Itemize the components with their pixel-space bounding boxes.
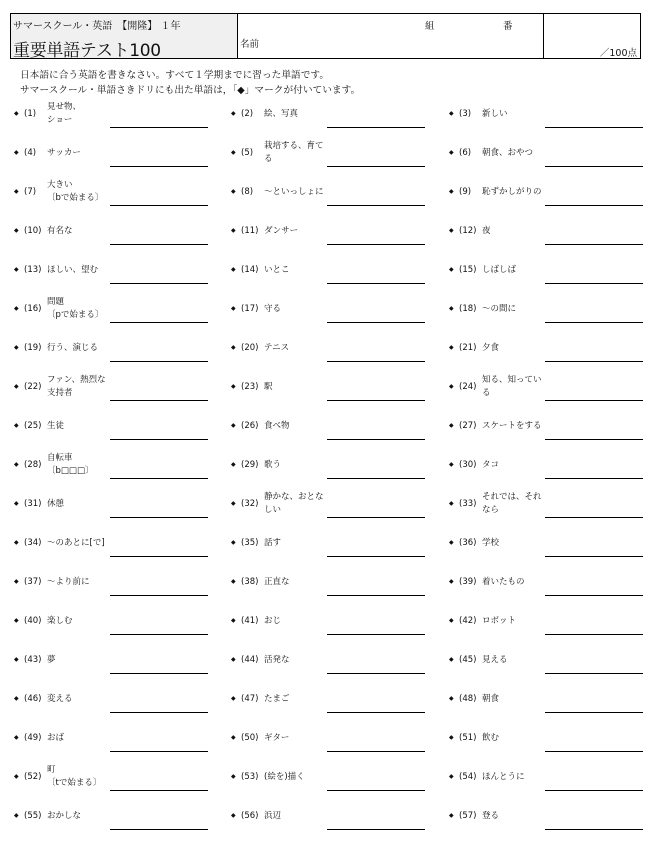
diamond-marker-icon: ◆ <box>231 539 236 546</box>
japanese-word: 見える <box>482 654 508 665</box>
question-item <box>449 568 650 607</box>
question-number: (44) <box>241 655 259 665</box>
question-number: (31) <box>24 499 42 509</box>
question-item <box>231 490 449 529</box>
diamond-marker-icon: ◆ <box>14 227 19 234</box>
japanese-word: おかしな <box>47 810 82 821</box>
japanese-word: 行う、演じる <box>47 342 99 353</box>
japanese-word: 絵、写真 <box>264 108 299 119</box>
question-item <box>14 178 231 217</box>
answer-line[interactable] <box>327 166 425 167</box>
question-item <box>14 724 231 763</box>
question-number: (14) <box>241 265 259 275</box>
japanese-word: ファン、熱烈な 支持者 <box>47 375 106 398</box>
japanese-word: 知る、知ってい る <box>482 375 542 398</box>
diamond-marker-icon: ◆ <box>231 188 236 195</box>
diamond-marker-icon: ◆ <box>231 305 236 312</box>
question-number: (32) <box>241 499 259 509</box>
japanese-word: 夜 <box>482 225 491 236</box>
japanese-word: 朝食、おやつ <box>482 147 534 158</box>
answer-line[interactable] <box>545 127 643 128</box>
answer-line[interactable] <box>327 595 425 596</box>
question-item <box>449 607 650 646</box>
answer-line[interactable] <box>110 439 208 440</box>
answer-line[interactable] <box>327 205 425 206</box>
question-number: (41) <box>241 616 259 626</box>
answer-line[interactable] <box>327 517 425 518</box>
question-number: (19) <box>24 343 42 353</box>
question-item <box>14 451 231 490</box>
answer-line[interactable] <box>545 205 643 206</box>
question-item <box>449 412 650 451</box>
japanese-word: しばしば <box>482 264 517 275</box>
question-number: (52) <box>24 772 42 782</box>
japanese-word: 夕食 <box>482 342 500 353</box>
diamond-marker-icon: ◆ <box>14 149 19 156</box>
japanese-word: いとこ <box>264 264 290 275</box>
diamond-marker-icon: ◆ <box>231 149 236 156</box>
question-number: (39) <box>459 577 477 587</box>
answer-line[interactable] <box>545 673 643 674</box>
diamond-marker-icon: ◆ <box>231 812 236 819</box>
answer-line[interactable] <box>327 283 425 284</box>
question-number: (20) <box>241 343 259 353</box>
diamond-marker-icon: ◆ <box>449 500 454 507</box>
question-number: (34) <box>24 538 42 548</box>
question-number: (12) <box>459 226 477 236</box>
japanese-word: 新しい <box>482 108 508 119</box>
diamond-marker-icon: ◆ <box>231 773 236 780</box>
class-label: 組 <box>425 21 435 32</box>
question-number: (47) <box>241 694 259 704</box>
diamond-marker-icon: ◆ <box>449 773 454 780</box>
question-item <box>449 256 650 295</box>
answer-line[interactable] <box>545 361 643 362</box>
question-item <box>231 139 449 178</box>
japanese-word: 休憩 <box>47 498 65 509</box>
diamond-marker-icon: ◆ <box>449 344 454 351</box>
answer-line[interactable] <box>545 829 643 830</box>
question-item <box>449 139 650 178</box>
japanese-word: 活発な <box>264 654 290 665</box>
answer-line[interactable] <box>327 478 425 479</box>
question-item <box>231 529 449 568</box>
answer-line[interactable] <box>327 712 425 713</box>
test-subtitle: サマースクール・英語 【開隆】 １年 <box>13 21 181 32</box>
instruction-line-2: サマースクール・単語さきドリにも出た単語は，「◆」マークが付いています。 <box>20 85 361 96</box>
japanese-word: 有名な <box>47 225 73 236</box>
question-number: (27) <box>459 421 477 431</box>
diamond-marker-icon: ◆ <box>231 695 236 702</box>
question-number: (25) <box>24 421 42 431</box>
question-item <box>231 607 449 646</box>
question-number: (45) <box>459 655 477 665</box>
japanese-word: ほんとうに <box>482 771 525 782</box>
japanese-word: 生徒 <box>47 420 65 431</box>
japanese-word: 恥ずかしがりの <box>482 186 542 197</box>
question-item <box>231 334 449 373</box>
question-item <box>231 685 449 724</box>
question-number: (17) <box>241 304 259 314</box>
diamond-marker-icon: ◆ <box>14 734 19 741</box>
question-number: (40) <box>24 616 42 626</box>
diamond-marker-icon: ◆ <box>449 461 454 468</box>
japanese-word: 守る <box>264 303 282 314</box>
japanese-word: 食べ物 <box>264 420 290 431</box>
diamond-marker-icon: ◆ <box>14 773 19 780</box>
japanese-word: 見せ物、 ショー <box>47 102 82 125</box>
question-item <box>14 529 231 568</box>
diamond-marker-icon: ◆ <box>231 227 236 234</box>
diamond-marker-icon: ◆ <box>14 188 19 195</box>
question-number: (26) <box>241 421 259 431</box>
question-number: (9) <box>459 187 472 197</box>
question-item <box>231 568 449 607</box>
question-item <box>14 217 231 256</box>
instruction-line-1: 日本語に合う英語を書きなさい。すべて１学期までに習った単語です。 <box>20 70 330 81</box>
question-item <box>14 568 231 607</box>
question-item <box>449 685 650 724</box>
diamond-marker-icon: ◆ <box>449 266 454 273</box>
question-item <box>231 373 449 412</box>
question-number: (57) <box>459 811 477 821</box>
japanese-word: たまご <box>264 693 290 704</box>
question-number: (8) <box>241 187 254 197</box>
japanese-word: スケートをする <box>482 420 542 431</box>
question-item <box>14 763 231 802</box>
question-item <box>14 802 231 841</box>
question-number: (24) <box>459 382 477 392</box>
answer-line[interactable] <box>545 400 643 401</box>
answer-line[interactable] <box>545 751 643 752</box>
question-item <box>231 724 449 763</box>
diamond-marker-icon: ◆ <box>14 656 19 663</box>
diamond-marker-icon: ◆ <box>449 656 454 663</box>
question-item <box>231 178 449 217</box>
answer-line[interactable] <box>545 712 643 713</box>
answer-line[interactable] <box>545 322 643 323</box>
question-item <box>14 373 231 412</box>
question-item <box>231 451 449 490</box>
answer-line[interactable] <box>327 556 425 557</box>
diamond-marker-icon: ◆ <box>14 110 19 117</box>
question-item <box>231 646 449 685</box>
diamond-marker-icon: ◆ <box>14 383 19 390</box>
question-number: (33) <box>459 499 477 509</box>
answer-line[interactable] <box>110 205 208 206</box>
question-number: (22) <box>24 382 42 392</box>
question-number: (11) <box>241 226 259 236</box>
answer-line[interactable] <box>110 400 208 401</box>
question-item <box>449 100 650 139</box>
question-item <box>449 295 650 334</box>
japanese-word: テニス <box>264 342 290 353</box>
question-number: (30) <box>459 460 477 470</box>
question-number: (7) <box>24 187 37 197</box>
japanese-word: 話す <box>264 537 282 548</box>
question-number: (50) <box>241 733 259 743</box>
question-item <box>449 724 650 763</box>
answer-line[interactable] <box>110 244 208 245</box>
answer-line[interactable] <box>327 400 425 401</box>
question-item <box>231 100 449 139</box>
question-item <box>14 490 231 529</box>
question-item <box>449 451 650 490</box>
diamond-marker-icon: ◆ <box>449 383 454 390</box>
answer-line[interactable] <box>110 166 208 167</box>
diamond-marker-icon: ◆ <box>14 500 19 507</box>
answer-line[interactable] <box>327 361 425 362</box>
question-item <box>449 802 650 841</box>
japanese-word: ～といっしょに <box>264 186 324 197</box>
question-number: (3) <box>459 109 472 119</box>
question-item <box>14 295 231 334</box>
diamond-marker-icon: ◆ <box>449 617 454 624</box>
question-number: (29) <box>241 460 259 470</box>
diamond-marker-icon: ◆ <box>231 656 236 663</box>
question-item <box>14 256 231 295</box>
question-number: (10) <box>24 226 42 236</box>
answer-line[interactable] <box>327 673 425 674</box>
answer-line[interactable] <box>327 829 425 830</box>
question-item <box>231 412 449 451</box>
japanese-word: ロボット <box>482 615 517 626</box>
answer-line[interactable] <box>545 166 643 167</box>
question-item <box>231 763 449 802</box>
diamond-marker-icon: ◆ <box>14 305 19 312</box>
question-item <box>449 763 650 802</box>
japanese-word: おじ <box>264 615 282 626</box>
diamond-marker-icon: ◆ <box>231 500 236 507</box>
answer-line[interactable] <box>110 712 208 713</box>
question-number: (6) <box>459 148 472 158</box>
japanese-word: 登る <box>482 810 500 821</box>
japanese-word: 静かな、おとな しい <box>264 492 324 515</box>
japanese-word: 飲む <box>482 732 500 743</box>
japanese-word: 学校 <box>482 537 500 548</box>
question-number: (35) <box>241 538 259 548</box>
question-item <box>14 412 231 451</box>
answer-line[interactable] <box>545 517 643 518</box>
question-item <box>449 217 650 256</box>
answer-line[interactable] <box>110 790 208 791</box>
japanese-word: タコ <box>482 459 500 470</box>
question-item <box>449 373 650 412</box>
diamond-marker-icon: ◆ <box>449 422 454 429</box>
question-item <box>449 178 650 217</box>
question-number: (15) <box>459 265 477 275</box>
japanese-word: 自転車 〔b□□□〕 <box>47 453 94 476</box>
question-number: (5) <box>241 148 254 158</box>
japanese-word: 変える <box>47 693 73 704</box>
japanese-word: ほしい、望む <box>47 264 99 275</box>
question-item <box>231 217 449 256</box>
diamond-marker-icon: ◆ <box>449 812 454 819</box>
question-item <box>449 490 650 529</box>
question-number: (43) <box>24 655 42 665</box>
japanese-word: 町 〔tで始まる〕 <box>47 765 102 788</box>
japanese-word: 朝食 <box>482 693 500 704</box>
question-number: (36) <box>459 538 477 548</box>
answer-line[interactable] <box>545 478 643 479</box>
japanese-word: それでは、それ なら <box>482 492 542 515</box>
answer-line[interactable] <box>545 439 643 440</box>
answer-line[interactable] <box>110 634 208 635</box>
diamond-marker-icon: ◆ <box>449 578 454 585</box>
japanese-word: 楽しむ <box>47 615 73 626</box>
question-item <box>14 685 231 724</box>
question-item <box>231 256 449 295</box>
diamond-marker-icon: ◆ <box>449 734 454 741</box>
question-number: (37) <box>24 577 42 587</box>
diamond-marker-icon: ◆ <box>14 422 19 429</box>
question-number: (4) <box>24 148 37 158</box>
header-box <box>10 13 641 59</box>
answer-line[interactable] <box>545 595 643 596</box>
question-item <box>14 607 231 646</box>
question-number: (48) <box>459 694 477 704</box>
question-number: (18) <box>459 304 477 314</box>
diamond-marker-icon: ◆ <box>14 539 19 546</box>
answer-line[interactable] <box>545 556 643 557</box>
diamond-marker-icon: ◆ <box>14 344 19 351</box>
japanese-word: 浜辺 <box>264 810 282 821</box>
answer-line[interactable] <box>110 829 208 830</box>
question-number: (2) <box>241 109 254 119</box>
answer-line[interactable] <box>327 790 425 791</box>
question-number: (23) <box>241 382 259 392</box>
question-number: (16) <box>24 304 42 314</box>
answer-line[interactable] <box>327 127 425 128</box>
answer-line[interactable] <box>545 244 643 245</box>
answer-line[interactable] <box>327 751 425 752</box>
answer-line[interactable] <box>110 361 208 362</box>
japanese-word: ギター <box>264 732 290 743</box>
answer-line[interactable] <box>110 517 208 518</box>
japanese-word: 栽培する、育て る <box>264 141 324 164</box>
diamond-marker-icon: ◆ <box>14 617 19 624</box>
number-label: 番 <box>503 21 513 32</box>
diamond-marker-icon: ◆ <box>449 305 454 312</box>
answer-line[interactable] <box>327 244 425 245</box>
question-grid <box>14 100 650 841</box>
score-label: ／100点 <box>599 48 637 59</box>
diamond-marker-icon: ◆ <box>449 695 454 702</box>
diamond-marker-icon: ◆ <box>449 227 454 234</box>
question-number: (51) <box>459 733 477 743</box>
answer-line[interactable] <box>545 283 643 284</box>
question-item <box>231 802 449 841</box>
question-item <box>231 295 449 334</box>
diamond-marker-icon: ◆ <box>231 422 236 429</box>
diamond-marker-icon: ◆ <box>231 617 236 624</box>
question-number: (42) <box>459 616 477 626</box>
diamond-marker-icon: ◆ <box>14 695 19 702</box>
name-label: 名前 <box>240 39 260 50</box>
question-item <box>449 646 650 685</box>
diamond-marker-icon: ◆ <box>14 812 19 819</box>
answer-line[interactable] <box>110 322 208 323</box>
answer-line[interactable] <box>545 634 643 635</box>
question-item <box>14 139 231 178</box>
diamond-marker-icon: ◆ <box>449 110 454 117</box>
diamond-marker-icon: ◆ <box>231 266 236 273</box>
japanese-word: 夢 <box>47 654 56 665</box>
diamond-marker-icon: ◆ <box>14 266 19 273</box>
diamond-marker-icon: ◆ <box>449 539 454 546</box>
answer-line[interactable] <box>327 634 425 635</box>
diamond-marker-icon: ◆ <box>231 578 236 585</box>
question-item <box>14 646 231 685</box>
diamond-marker-icon: ◆ <box>14 578 19 585</box>
question-item <box>449 334 650 373</box>
question-number: (13) <box>24 265 42 275</box>
diamond-marker-icon: ◆ <box>231 461 236 468</box>
score-cell <box>544 14 640 58</box>
diamond-marker-icon: ◆ <box>231 383 236 390</box>
question-item <box>449 529 650 568</box>
japanese-word: ～の間に <box>482 303 517 314</box>
answer-line[interactable] <box>545 790 643 791</box>
question-number: (1) <box>24 109 37 119</box>
japanese-word: 歌う <box>264 459 282 470</box>
question-number: (54) <box>459 772 477 782</box>
japanese-word: (絵を)描く <box>264 771 305 782</box>
title-cell <box>11 14 238 61</box>
answer-line[interactable] <box>110 751 208 752</box>
question-number: (56) <box>241 811 259 821</box>
japanese-word: おば <box>47 732 65 743</box>
japanese-word: 着いたもの <box>482 576 525 587</box>
test-title: 重要単語テスト100 <box>13 41 161 61</box>
answer-line[interactable] <box>327 439 425 440</box>
question-item <box>14 334 231 373</box>
question-number: (49) <box>24 733 42 743</box>
japanese-word: 問題 〔pで始まる〕 <box>47 297 104 320</box>
name-cell[interactable] <box>238 14 544 58</box>
japanese-word: ～より前に <box>47 576 90 587</box>
diamond-marker-icon: ◆ <box>14 461 19 468</box>
diamond-marker-icon: ◆ <box>449 188 454 195</box>
japanese-word: 大きい 〔bで始まる〕 <box>47 180 104 203</box>
answer-line[interactable] <box>110 478 208 479</box>
diamond-marker-icon: ◆ <box>449 149 454 156</box>
japanese-word: ～のあとに[で] <box>47 537 105 548</box>
japanese-word: サッカー <box>47 147 81 158</box>
answer-line[interactable] <box>110 127 208 128</box>
answer-line[interactable] <box>110 556 208 557</box>
question-number: (38) <box>241 577 259 587</box>
question-number: (53) <box>241 772 259 782</box>
diamond-marker-icon: ◆ <box>231 344 236 351</box>
japanese-word: ダンサー <box>264 225 299 236</box>
question-number: (55) <box>24 811 42 821</box>
question-number: (28) <box>24 460 42 470</box>
answer-line[interactable] <box>327 322 425 323</box>
question-item <box>14 100 231 139</box>
question-number: (21) <box>459 343 477 353</box>
diamond-marker-icon: ◆ <box>231 734 236 741</box>
japanese-word: 正直な <box>264 576 290 587</box>
diamond-marker-icon: ◆ <box>231 110 236 117</box>
answer-line[interactable] <box>110 283 208 284</box>
answer-line[interactable] <box>110 595 208 596</box>
answer-line[interactable] <box>110 673 208 674</box>
japanese-word: 駅 <box>264 381 273 392</box>
question-number: (46) <box>24 694 42 704</box>
